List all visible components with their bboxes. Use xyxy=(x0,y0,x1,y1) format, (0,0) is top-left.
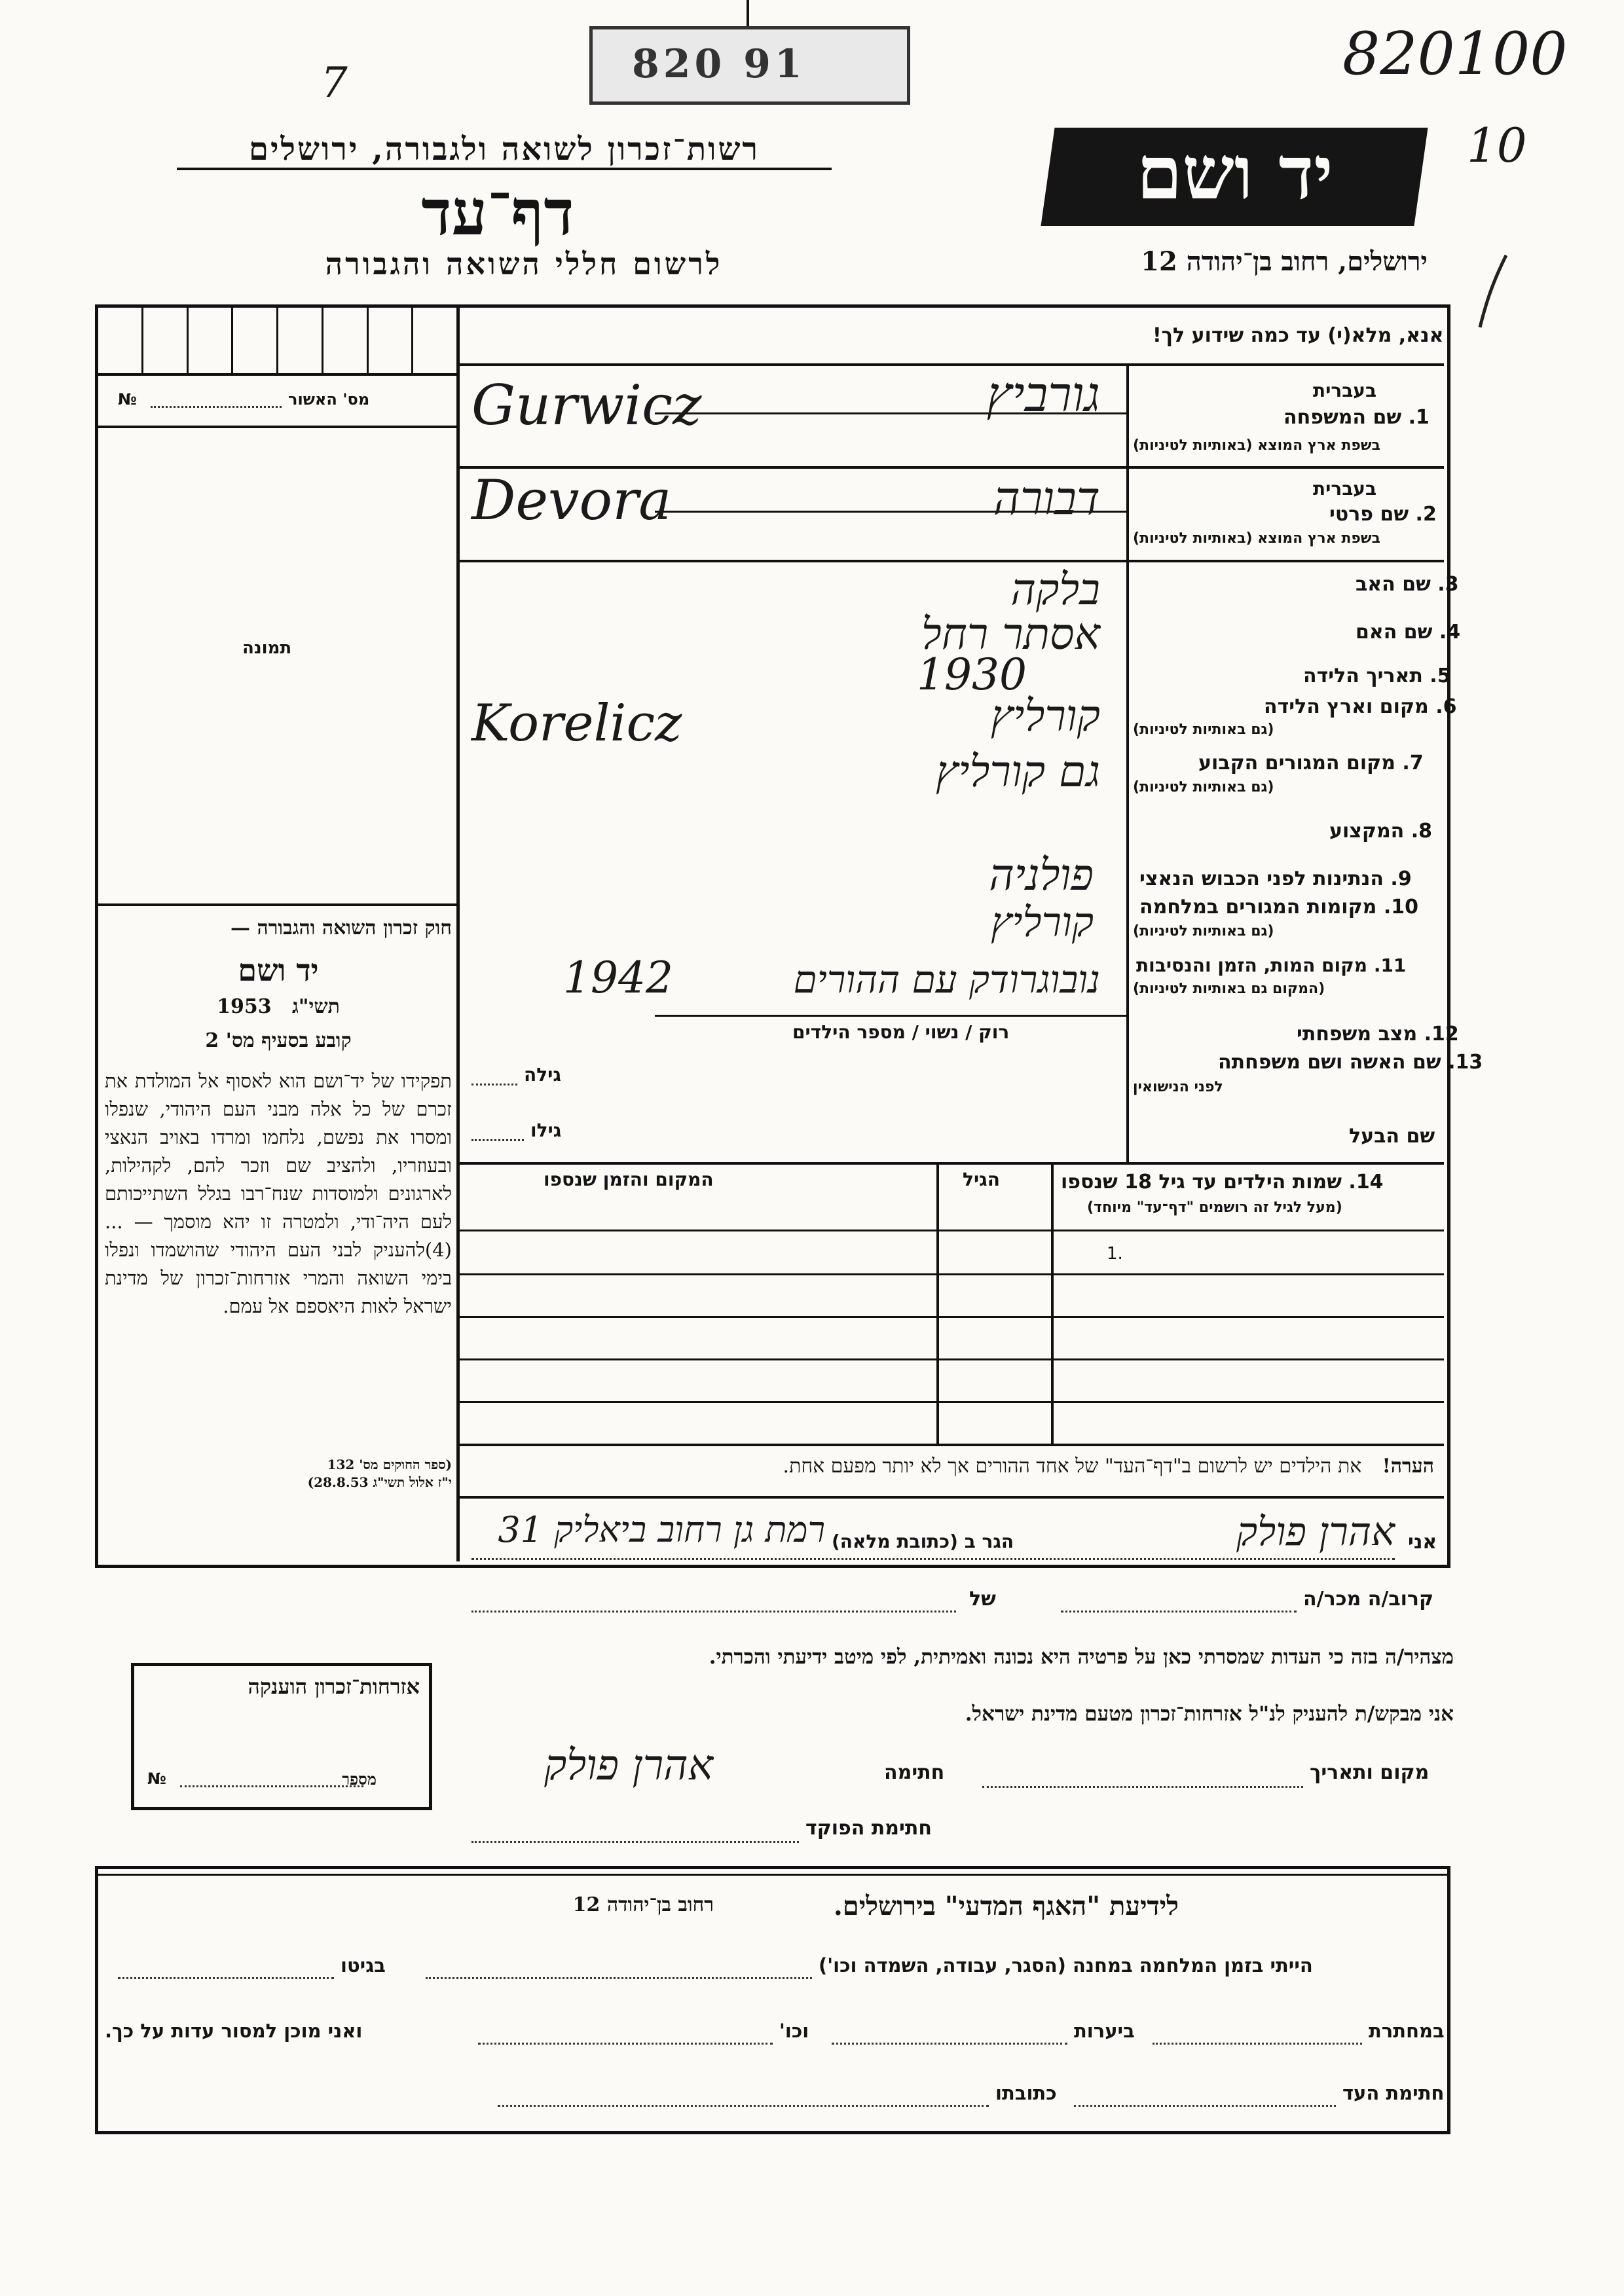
footer-address: רחוב בן־יהודה 12 xyxy=(572,1893,714,1916)
margin-pen-mark xyxy=(1473,249,1526,334)
children-row-1-mark: 1. xyxy=(1107,1244,1123,1264)
wife-age-field[interactable] xyxy=(471,1084,517,1085)
law-reference-2: י"ז אלול תשי"ג 28.8.53) xyxy=(307,1474,452,1490)
field-11-label: 11. מקום המות, הזמן והנסיבות xyxy=(1136,955,1407,976)
children-age-header: הגיל xyxy=(963,1169,1000,1190)
citizenship-number-field[interactable] xyxy=(180,1785,363,1787)
field-13-note: לפני הנישואין xyxy=(1133,1079,1223,1095)
law-name: יד ושם xyxy=(238,953,319,988)
signature-label: חתימה xyxy=(884,1761,945,1784)
father-name-value[interactable]: בלקה xyxy=(1010,564,1100,615)
birth-place-hebrew[interactable]: קורליץ xyxy=(990,691,1100,741)
instruction-text: אנא, מלא(י) עד כמה שידוע לך! xyxy=(1153,324,1444,347)
field-10-note: (גם באותיות לטיניות) xyxy=(1133,923,1274,939)
photo-label: תמונה xyxy=(242,638,292,658)
field-3-label: 3. שם האב xyxy=(1356,573,1459,596)
footer-camp-line: הייתי בזמן המלחמה במחנה (הסגר, עבודה, השמדה וכו') xyxy=(819,1954,1313,1977)
children-note: (מעל לגיל זה רושמים "דף־עד" מיוחד) xyxy=(1087,1199,1342,1216)
ghetto-label: בגיטו xyxy=(341,1954,386,1977)
margin-number-10: 10 xyxy=(1467,118,1527,173)
field-1-label: 1. שם המשפחה xyxy=(1283,406,1430,429)
etc-label: וכו' xyxy=(779,2020,809,2042)
law-year: 1953 תשי"ג xyxy=(217,995,340,1018)
underground-field[interactable] xyxy=(1153,2043,1362,2045)
law-text: תפקידו של יד־ושם הוא לאסוף אל המולדת את זכרם של כל אלה מבני העם היהודי, שנפלו ומסרו את נפשם, נלחמו ומרדו באויב הנאצי ובעוזריו, ולהציב שם וזכר להם, לקהילות, לארגונים ולמוסדות שנח־רבו בגלל השתייכותם לעם היה־ודי, ולמטרה זו יהא מוסמך — ...(4)להעניק לבני העם היהודי שהושמדו ונפלו בימי השואה והמרי אזרחות־זכרון של מדינת ישראל לאות היאספם אל עמם. xyxy=(105,1070,452,1317)
declarant-signature[interactable]: אהרן פולק xyxy=(544,1741,714,1790)
officer-signature-label: חתימת הפוקד xyxy=(805,1817,932,1840)
first-name-hebrew[interactable]: דבורה xyxy=(993,471,1100,525)
children-place-header: המקום והזמן שנספו xyxy=(544,1169,714,1190)
law-reference-1: (ספר החוקים מס' 132 xyxy=(327,1457,452,1472)
citizenship-number-label: מספר xyxy=(342,1770,377,1789)
field-6-label: 6. מקום וארץ הלידה xyxy=(1264,695,1457,718)
birth-place-latin[interactable]: Korelicz xyxy=(471,694,682,753)
wartime-residence-value[interactable]: קורליץ xyxy=(990,898,1094,946)
field-10-label: 10. מקומות המגורים במלחמה xyxy=(1139,896,1418,919)
field-2-note: בשפת ארץ המוצא (באותיות לטיניות) xyxy=(1133,530,1380,547)
husband-age-label: גילו xyxy=(530,1120,562,1141)
declarant-address[interactable]: רמת גן רחוב ביאליק 31 xyxy=(498,1509,825,1550)
husband-age-field[interactable] xyxy=(471,1139,524,1141)
field-8-label: 8. המקצוע xyxy=(1329,820,1433,843)
field-1-lang: בעברית xyxy=(1313,380,1377,401)
law-clause: קובע בסעיף מס' 2 xyxy=(205,1029,352,1052)
witness-address-label: כתובתו xyxy=(995,2082,1057,2104)
officer-signature-field[interactable] xyxy=(471,1841,799,1843)
approval-sign: № xyxy=(118,390,137,409)
field-1-note: בשפת ארץ המוצא (באותיות לטיניות) xyxy=(1133,437,1380,454)
field-11-note: (המקום גם באותיות לטיניות) xyxy=(1133,981,1325,997)
law-title: חוק זכרון השואה והגבורה — xyxy=(231,917,452,939)
declarant-resides-label: הגר ב (כתובת מלאה) xyxy=(832,1531,1014,1552)
field-13-label: 13. שם האשה ושם משפחתה xyxy=(1218,1051,1483,1074)
nationality-value[interactable]: פולניה xyxy=(989,850,1094,900)
form-title: דף־עד xyxy=(421,175,574,249)
left-column-divider xyxy=(456,304,460,1561)
header-address: ירושלים, רחוב בן־יהודה 12 xyxy=(1141,246,1428,277)
place-date-label: מקום ותאריך xyxy=(1310,1761,1430,1784)
authority-name: רשות־זכרון לשואה ולגבורה, ירושלים xyxy=(177,131,832,170)
field-5-label: 5. תאריך הלידה xyxy=(1303,665,1451,687)
ghetto-field[interactable] xyxy=(118,1977,334,1979)
field-9-label: 9. הנתינות לפני הכבוש הנאצי xyxy=(1139,867,1412,890)
witness-address-field[interactable] xyxy=(498,2105,989,2107)
citizenship-request: אני מבקש/ת להעניק לנ"ל אזרחות־זכרון מטעם מדינת ישראל. xyxy=(965,1702,1454,1726)
remark-row: הערה! את הילדים יש לרשום ב"דף־העד" של אחד ההורים אך לא יותר מפעם אחת. xyxy=(783,1455,1434,1478)
relation-of: של xyxy=(969,1588,996,1611)
footer-title: לידיעת "האגף המדעי" בירושלים. xyxy=(833,1891,1179,1922)
relation-label: קרוב/ה מכר/ה xyxy=(1303,1588,1434,1611)
family-name-latin[interactable]: Gurwicz xyxy=(471,373,702,437)
ready-to-testify: ואני מוכן למסור עדות על כך. xyxy=(105,2020,363,2042)
field-7-note: (גם באותיות לטיניות) xyxy=(1133,779,1274,795)
yad-vashem-logo: יד ושם xyxy=(1041,128,1428,226)
declaration-text: מצהיר/ה בזה כי העדות שמסרתי כאן על פרטיה היא נכונה ואמיתית, לפי מיטב ידיעתי והכרתי. xyxy=(709,1645,1454,1669)
field-2-lang: בעברית xyxy=(1313,478,1377,500)
field-4-label: 4. שם האם xyxy=(1356,621,1461,644)
family-name-hebrew[interactable]: גורביץ xyxy=(986,367,1100,423)
first-name-latin[interactable]: Devora xyxy=(471,468,672,532)
declarant-name[interactable]: אהרן פולק xyxy=(1236,1509,1395,1555)
residence-value[interactable]: גם קורליץ xyxy=(935,746,1100,797)
birth-date-value[interactable]: 1930 xyxy=(917,649,1027,700)
forests-field[interactable] xyxy=(832,2043,1067,2045)
margin-number-7: 7 xyxy=(321,59,348,107)
death-year-value[interactable]: 1942 xyxy=(563,953,673,1003)
approval-boxes xyxy=(98,308,456,373)
label-column-divider xyxy=(1126,363,1129,1162)
witness-signature-label: חתימת העד xyxy=(1342,2082,1445,2104)
citizenship-box xyxy=(131,1663,432,1810)
relation-field[interactable] xyxy=(1061,1611,1297,1613)
approval-label: מס' האשור xyxy=(288,390,370,409)
field-12-label: 12. מצב משפחתי xyxy=(1297,1023,1459,1046)
relation-of-field[interactable] xyxy=(471,1611,956,1613)
citizenship-title: אזרחות־זכרון הוענקה xyxy=(248,1674,420,1699)
citizenship-number-sign: № xyxy=(147,1770,166,1788)
etc-field[interactable] xyxy=(478,2043,773,2045)
mother-name-value[interactable]: אסתר רחל xyxy=(921,609,1100,659)
husband-name-label: שם הבעל xyxy=(1349,1125,1435,1148)
wife-age-label: גילה xyxy=(524,1064,561,1085)
approval-number-field[interactable] xyxy=(151,406,282,408)
marital-options[interactable]: רוק / נשוי / מספר הילדים xyxy=(792,1021,1010,1043)
forests-label: ביערות xyxy=(1074,2020,1135,2042)
archive-number: 820100 xyxy=(1342,20,1568,88)
registration-stamp: 820 91 xyxy=(589,26,910,105)
field-2-label: 2. שם פרטי xyxy=(1329,503,1437,526)
camp-field[interactable] xyxy=(426,1977,812,1979)
witness-signature-field[interactable] xyxy=(1074,2105,1336,2107)
death-place-value[interactable]: נובוגרודק עם ההורים xyxy=(793,957,1100,1002)
place-date-field[interactable] xyxy=(982,1786,1303,1788)
field-7-label: 7. מקום המגורים הקבוע xyxy=(1198,752,1424,774)
stamp-pin xyxy=(747,0,749,26)
field-6-note: (גם באותיות לטיניות) xyxy=(1133,721,1274,738)
underground-label: במחתרת xyxy=(1369,2020,1445,2042)
declarant-ani: אני xyxy=(1408,1531,1437,1554)
form-subtitle: לרשום חללי השואה והגבורה xyxy=(325,246,723,282)
children-label: 14. שמות הילדים עד גיל 18 שנספו xyxy=(1061,1171,1384,1194)
